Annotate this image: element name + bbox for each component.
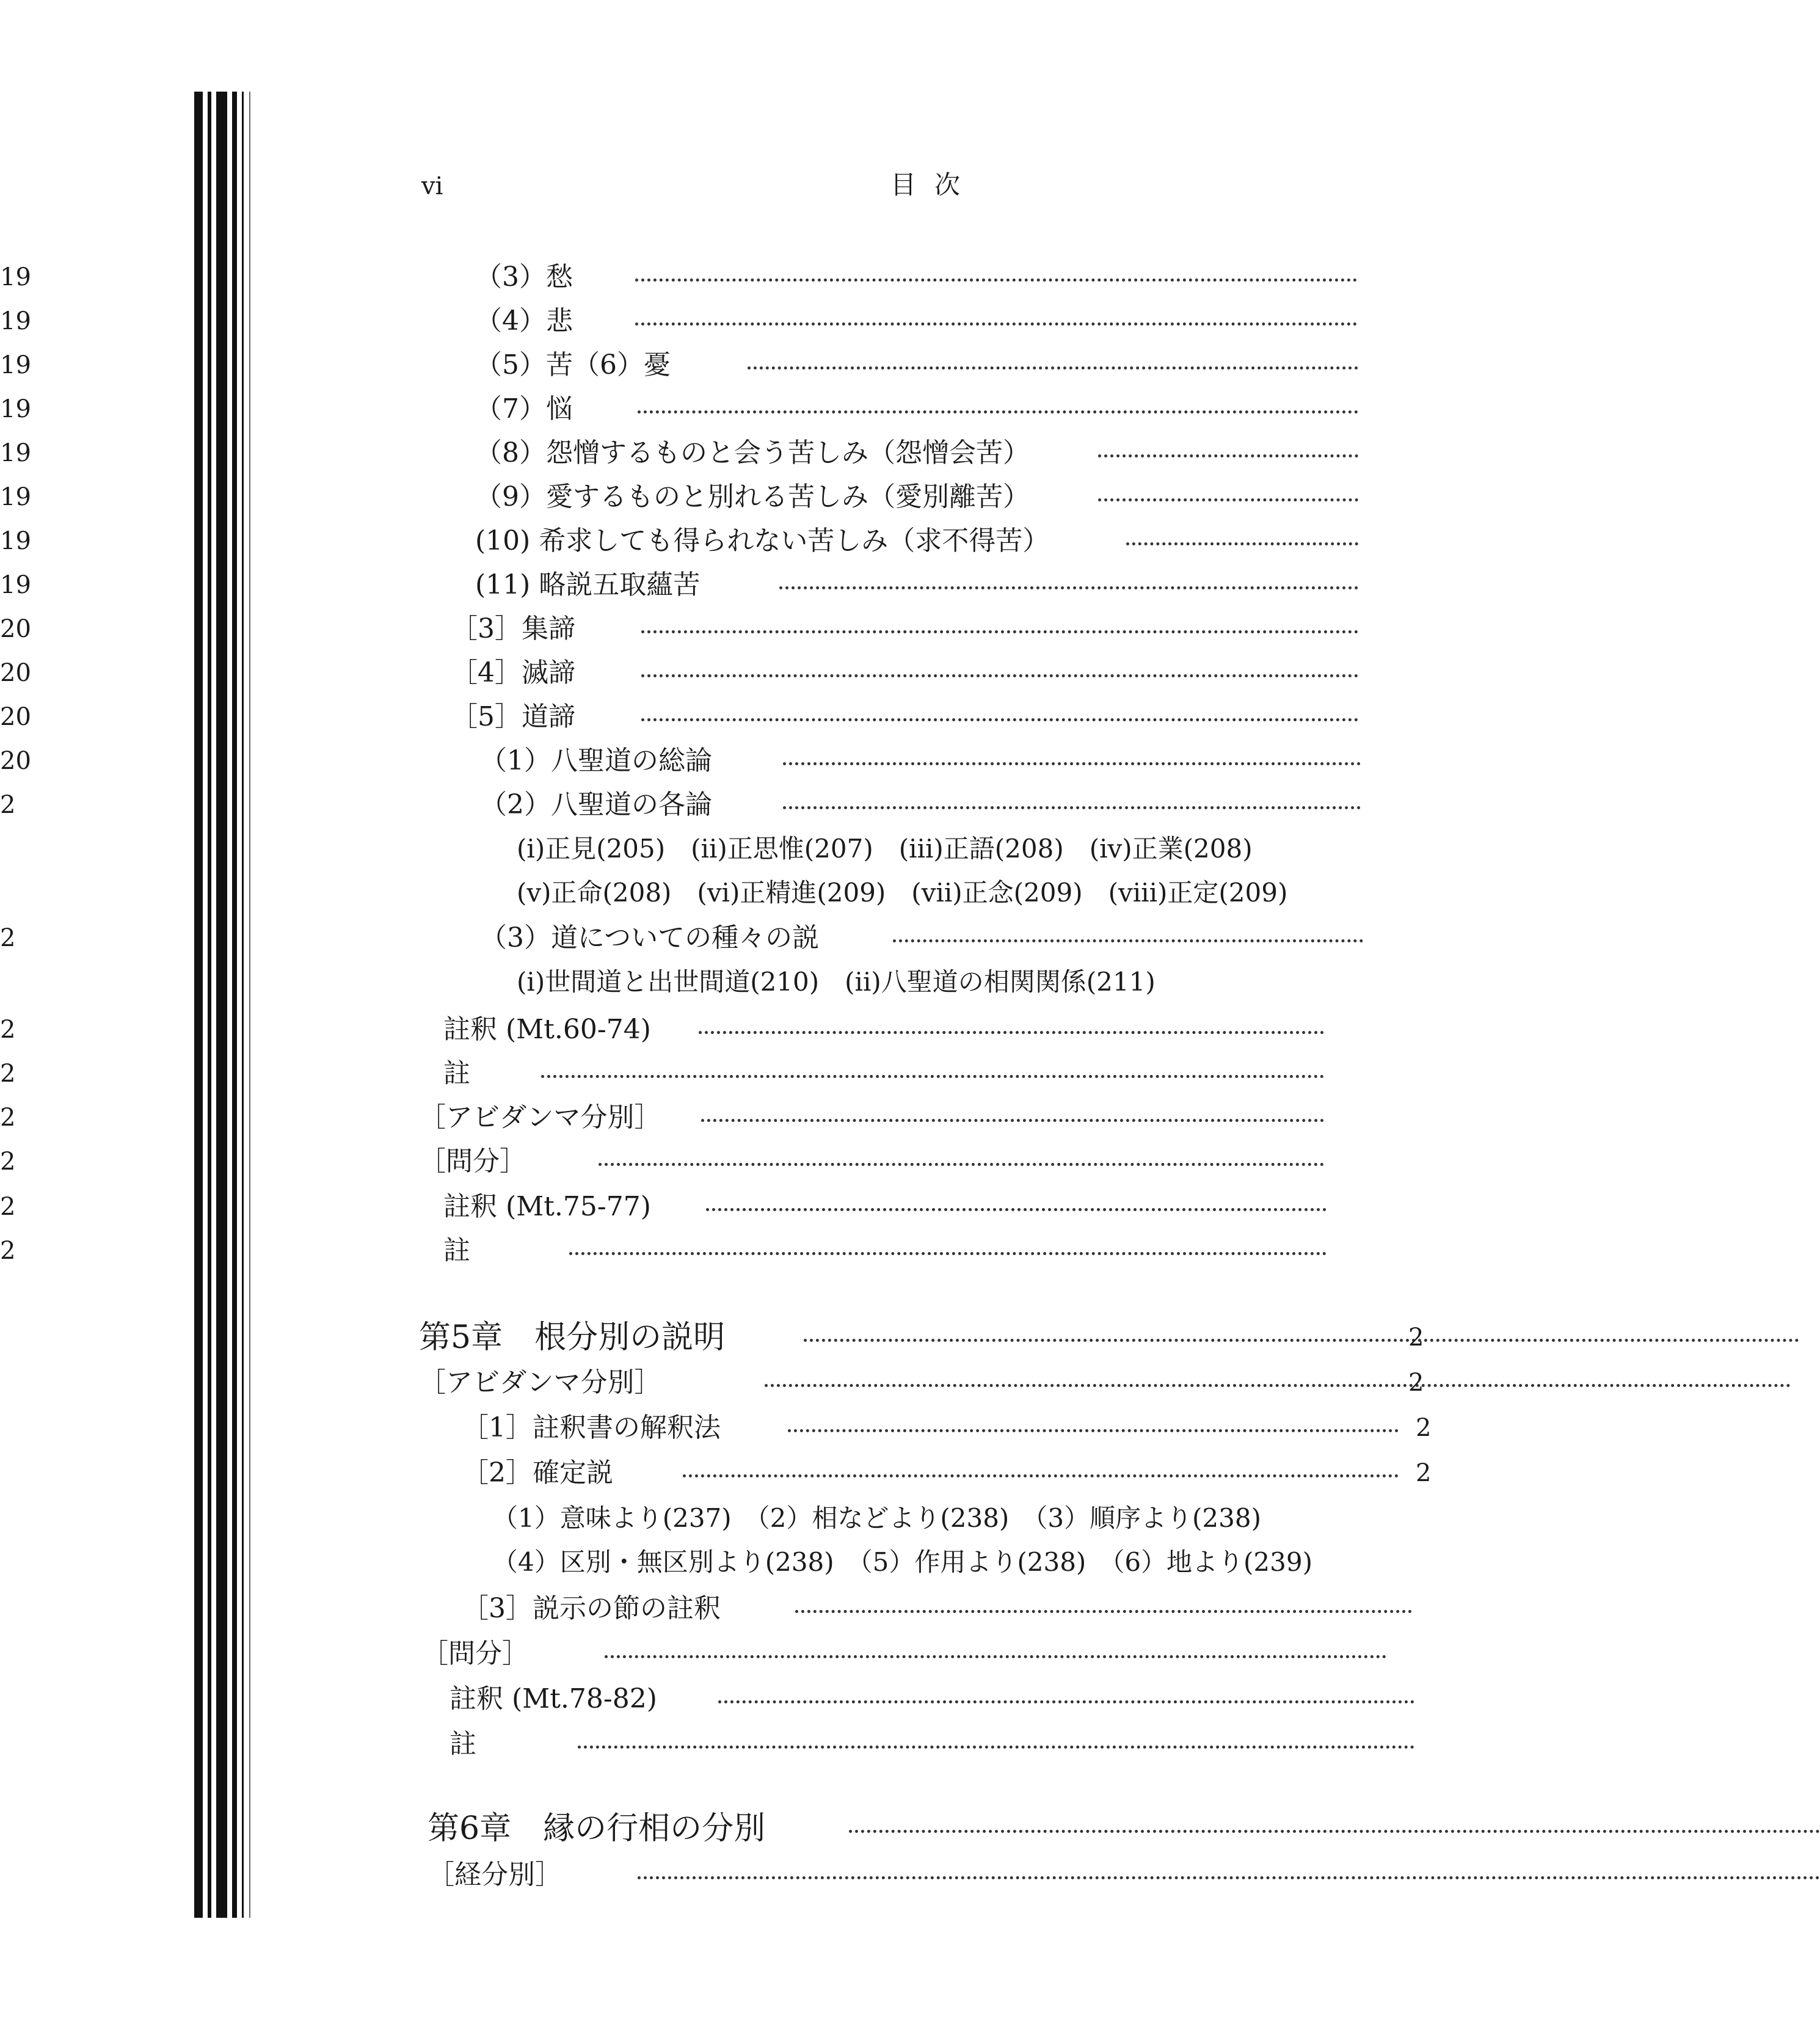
toc-entry-label: (v)正命(208) (vi)正精進(209) (vii)正念(209) (viii)正定(209) (517, 878, 1288, 908)
dot-leader (683, 1474, 1399, 1477)
dot-leader (699, 1031, 1324, 1034)
dot-leader (765, 1384, 1791, 1387)
toc-entry-label: （5）苦（6）憂 (475, 349, 671, 381)
toc-entry-label: （4）悲 (475, 305, 573, 337)
dot-leader (1098, 454, 1358, 457)
dot-leader (569, 1252, 1327, 1255)
dot-leader (783, 762, 1361, 765)
dot-leader (701, 1119, 1324, 1122)
page-title: 目次 (890, 170, 979, 200)
toc-entry-label: ［3］集諦 (451, 613, 575, 644)
toc-page-number: 19 (0, 351, 31, 379)
toc-page-number: 20 (0, 703, 31, 731)
dot-leader (578, 1746, 1414, 1749)
toc-entry-label: （8）怨憎するものと会う苦しみ（怨憎会苦） (475, 437, 1030, 468)
toc-entry-label: (11) 略説五取蘊苦 (475, 569, 701, 600)
toc-entry-label: （9）愛するものと別れる苦しみ（愛別離苦） (475, 481, 1030, 512)
dot-leader (599, 1163, 1324, 1166)
toc-entry-label: （7）悩 (475, 393, 573, 424)
toc-entry-label: ［5］道諦 (451, 701, 575, 732)
toc-page-number: 19 (0, 307, 31, 335)
page-number: vi (421, 172, 443, 200)
toc-page-number: 2 (0, 791, 16, 819)
toc-page-number: 2 (0, 1060, 16, 1088)
toc-entry-label: （2）八聖道の各論 (480, 789, 712, 820)
dot-leader (635, 279, 1357, 282)
dot-leader (795, 1610, 1412, 1613)
toc-entry-label: （3）道についての種々の説 (480, 922, 820, 953)
toc-page-number: 2 (1416, 1459, 1432, 1487)
dot-leader (641, 630, 1358, 633)
dot-leader (1126, 542, 1358, 545)
toc-entry-label: ［経分別］ (428, 1859, 562, 1890)
dot-leader (635, 322, 1357, 326)
dot-leader (788, 1429, 1399, 1432)
toc-page-number: 2 (1408, 1369, 1424, 1397)
dot-leader (893, 939, 1363, 942)
toc-page-number: 2 (1408, 1324, 1424, 1352)
dot-leader (804, 1339, 1799, 1342)
toc-entry-label: 註釈 (Mt.78-82) (450, 1683, 657, 1714)
dot-leader (779, 586, 1358, 589)
dot-leader (605, 1655, 1386, 1658)
toc-entry-label: ［4］滅諦 (451, 657, 575, 688)
toc-page-number: 19 (0, 439, 31, 467)
toc-entry-label: ［問分］ (421, 1638, 529, 1669)
toc-entry-label: （4）区別・無区別より(238) （5）作用より(238) （6）地より(239) (492, 1547, 1312, 1577)
toc-entry-label: ［3］説示の節の註釈 (462, 1593, 721, 1624)
toc-entry-label: （3）愁 (475, 261, 573, 293)
toc-page-number: 2 (0, 924, 16, 952)
toc-page-number: 19 (0, 571, 31, 599)
toc-entry-label: (i)世間道と出世間道(210) (ii)八聖道の相関関係(211) (517, 967, 1156, 997)
toc-page-number: 19 (0, 263, 31, 291)
toc-entry-label: ［問分］ (419, 1146, 526, 1177)
toc-page-number: 2 (0, 1148, 16, 1176)
toc-page-number: 20 (0, 659, 31, 687)
toc-entry-label: （1）八聖道の総論 (480, 745, 712, 776)
toc-entry-label: ［1］註釈書の解釈法 (462, 1412, 721, 1443)
toc-entry-label: 註 (450, 1728, 476, 1760)
toc-entry-label: 註 (443, 1058, 470, 1089)
toc-entry-label: ［2］確定説 (462, 1457, 613, 1488)
dot-leader (541, 1075, 1324, 1078)
toc-chapter-label: 第5章 根分別の説明 (419, 1319, 726, 1356)
toc-entry-label: (10) 希求しても得られない苦しみ（求不得苦） (475, 525, 1050, 556)
dot-leader (706, 1208, 1327, 1211)
toc-entry-label: 註 (443, 1235, 470, 1266)
toc-page-number: 2 (0, 1104, 16, 1132)
dot-leader (638, 1876, 1820, 1879)
toc-chapter-label: 第6章 縁の行相の分別 (428, 1810, 766, 1847)
toc-entry-label: 註釈 (Mt.60-74) (443, 1014, 651, 1045)
dot-leader (783, 806, 1361, 809)
toc-page-number: 20 (0, 615, 31, 643)
dot-leader (638, 410, 1358, 413)
dot-leader (1098, 498, 1358, 501)
toc-page-number: 2 (1416, 1414, 1432, 1442)
dot-leader (748, 366, 1358, 370)
toc-page-number: 2 (0, 1237, 16, 1265)
toc-page-number: 20 (0, 747, 31, 775)
toc-entry-label: (i)正見(205) (ii)正思惟(207) (iii)正語(208) (iv)正業(208) (517, 834, 1253, 864)
toc-entry-label: （1）意味より(237) （2）相などより(238) （3）順序より(238) (492, 1503, 1261, 1533)
toc-entry-label: ［アビダンマ分別］ (419, 1367, 661, 1398)
dot-leader (641, 674, 1358, 677)
toc-entry-label: ［アビダンマ分別］ (419, 1102, 661, 1133)
toc-page-number: 2 (0, 1193, 16, 1221)
toc-page-number: 2 (0, 1016, 16, 1044)
toc-entry-label: 註釈 (Mt.75-77) (443, 1191, 651, 1222)
toc-page-number: 19 (0, 483, 31, 511)
dot-leader (641, 718, 1358, 721)
dot-leader (849, 1830, 1820, 1833)
toc-page-number: 19 (0, 527, 31, 555)
dot-leader (718, 1700, 1414, 1703)
toc-page-number: 19 (0, 395, 31, 423)
